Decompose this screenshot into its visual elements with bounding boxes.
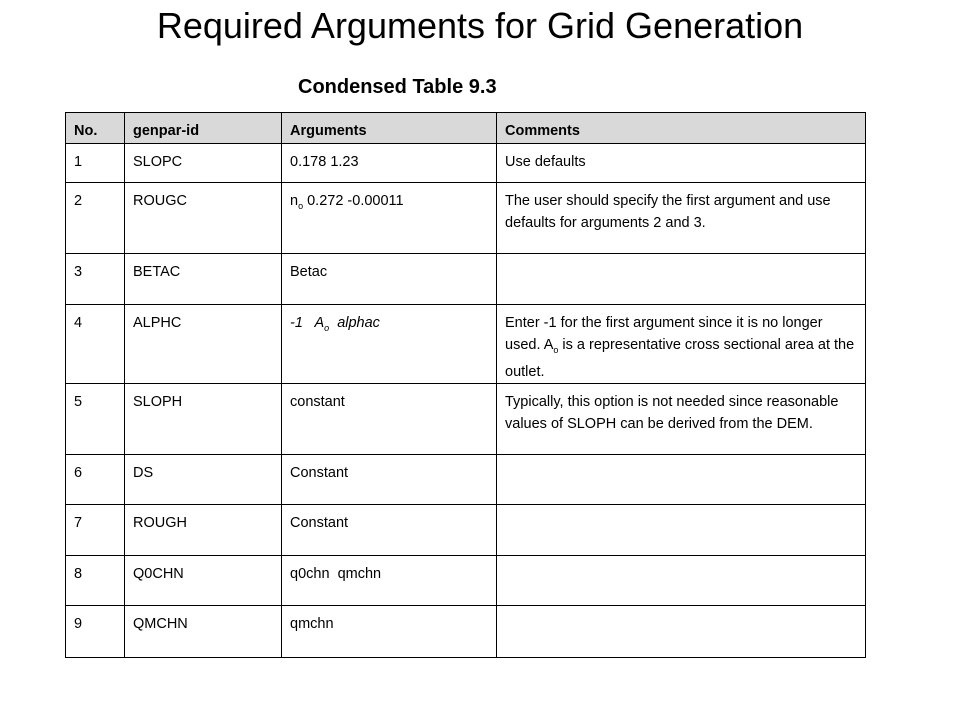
cell-comments: [497, 504, 866, 555]
cell-comments: [497, 454, 866, 504]
cell-arguments: Constant: [282, 504, 497, 555]
cell-genpar-id: QMCHN: [125, 605, 282, 657]
args-pre: -1 A: [290, 315, 325, 331]
page-title: Required Arguments for Grid Generation: [156, 5, 804, 46]
cell-genpar-id: Q0CHN: [125, 555, 282, 605]
cell-no: 4: [66, 305, 125, 384]
cell-comments: [497, 305, 866, 384]
cell-comments: Use defaults: [497, 144, 866, 183]
cell-arguments: [282, 305, 497, 384]
table-row: [66, 555, 866, 605]
cell-arguments: q0chn qmchn: [282, 555, 497, 605]
cell-arguments: 0.178 1.23: [282, 144, 497, 183]
cell-arguments: [282, 183, 497, 254]
comment-subscript: o: [553, 344, 559, 355]
table-row: [66, 383, 866, 454]
table-row: [66, 254, 866, 305]
cell-no: 7: [66, 504, 125, 555]
table-row: [66, 454, 866, 504]
cell-comments: [497, 555, 866, 605]
cell-comments: Typically, this option is not needed since reasonable values of SLOPH can be derived from the DEM.: [497, 383, 866, 454]
args-post: alphac: [329, 315, 380, 331]
header-arguments: Arguments: [282, 113, 497, 144]
comment-post: is a representative cross sectional area at the outlet.: [505, 337, 855, 380]
cell-comments: The user should specify the first argument and use defaults for arguments 2 and 3.: [497, 183, 866, 254]
table-header-row: [66, 113, 866, 144]
cell-arguments: Constant: [282, 454, 497, 504]
comment-pre: Enter -1 for the first argument since it is no longer used. A: [505, 315, 823, 353]
header-comments: Comments: [497, 113, 866, 144]
cell-genpar-id: ALPHC: [125, 305, 282, 384]
cell-no: 2: [66, 183, 125, 254]
cell-genpar-id: SLOPC: [125, 144, 282, 183]
cell-no: 6: [66, 454, 125, 504]
args-main: n: [290, 193, 299, 209]
cell-genpar-id: SLOPH: [125, 383, 282, 454]
cell-genpar-id: BETAC: [125, 254, 282, 305]
cell-no: 1: [66, 144, 125, 183]
args-rest: 0.272 -0.00011: [303, 193, 404, 209]
cell-no: 3: [66, 254, 125, 305]
table-row: [66, 504, 866, 555]
args-subscript: o: [324, 322, 330, 333]
table-row: [66, 144, 866, 183]
cell-no: 5: [66, 383, 125, 454]
cell-arguments: qmchn: [282, 605, 497, 657]
table-row: [66, 605, 866, 657]
cell-genpar-id: DS: [125, 454, 282, 504]
cell-genpar-id: ROUGC: [125, 183, 282, 254]
cell-arguments: constant: [282, 383, 497, 454]
table-caption: Condensed Table 9.3: [298, 76, 497, 98]
cell-arguments: Betac: [282, 254, 497, 305]
table-row: [66, 305, 866, 384]
cell-no: 9: [66, 605, 125, 657]
args-subscript: o: [298, 200, 304, 211]
cell-no: 8: [66, 555, 125, 605]
arguments-table: [65, 112, 866, 658]
header-genpar-id: genpar-id: [125, 113, 282, 144]
cell-comments: [497, 254, 866, 305]
header-no: No.: [66, 113, 125, 144]
cell-comments: [497, 605, 866, 657]
table-row: [66, 183, 866, 254]
cell-genpar-id: ROUGH: [125, 504, 282, 555]
